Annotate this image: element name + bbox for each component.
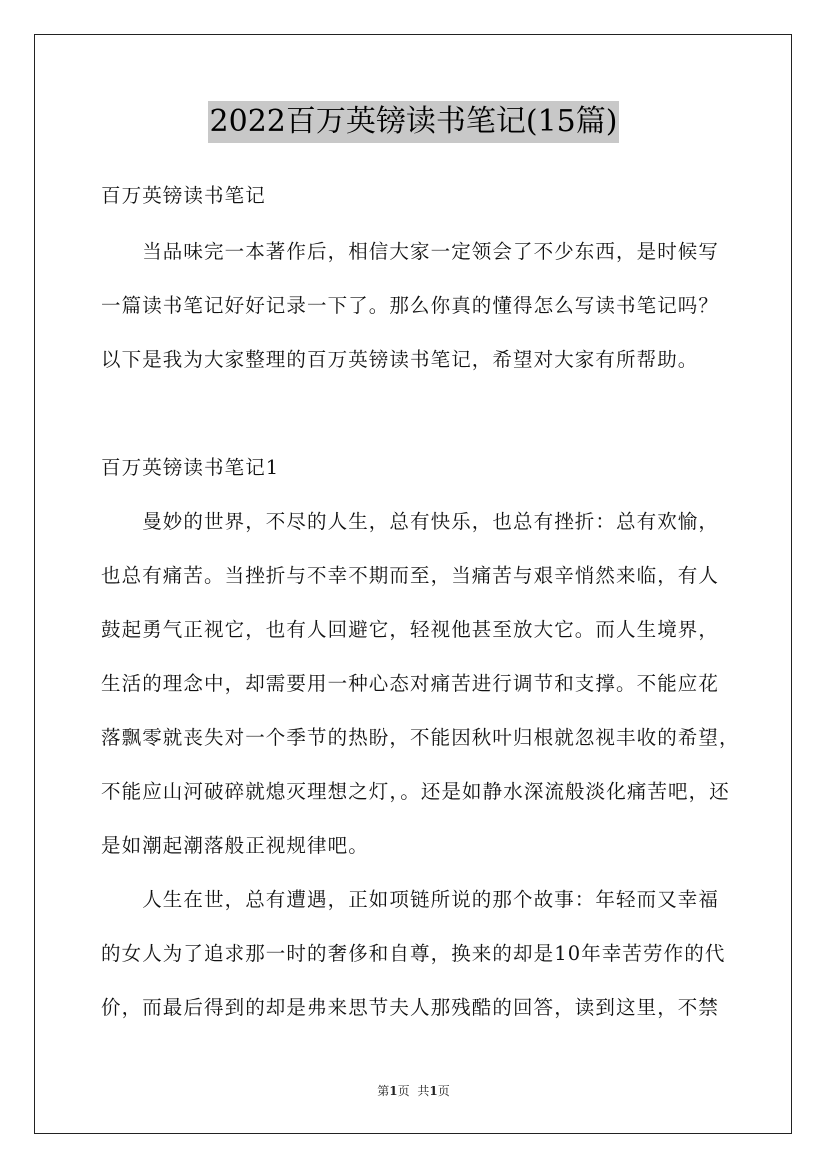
footer-total-suffix: 页: [437, 1084, 450, 1098]
paragraph-line: 的女人为了追求那一时的奢侈和自尊，换来的却是10年幸苦劳作的代: [101, 942, 726, 965]
paragraph-line: 价，而最后得到的却是弗来思节夫人那残酷的回答，读到这里，不禁: [101, 996, 720, 1019]
footer-page-number: 1: [389, 1084, 398, 1098]
title-container: [0, 101, 827, 143]
footer-total-prefix: 共: [417, 1084, 430, 1098]
paragraph-line: 是如潮起潮落般正视规律吧。: [101, 834, 369, 857]
intro-line: 一篇读书笔记好好记录一下了。那么你真的懂得怎么写读书笔记吗？: [101, 294, 720, 317]
footer-total-number: 1: [429, 1084, 438, 1098]
paragraph-line: 人生在世，总有遭遇，正如项链所说的那个故事：年轻而又幸福: [101, 888, 720, 911]
paragraph-line: 落飘零就丧失对一个季节的热盼，不能因秋叶归根就忽视丰收的希望，: [101, 726, 740, 749]
paragraph-line: 曼妙的世界，不尽的人生，总有快乐，也总有挫折：总有欢愉，: [101, 510, 720, 533]
footer-page-prefix: 第: [377, 1084, 390, 1098]
intro-line: 当品味完一本著作后，相信大家一定领会了不少东西，是时候写: [101, 240, 720, 263]
intro-line: 以下是我为大家整理的百万英镑读书笔记，希望对大家有所帮助。: [101, 348, 699, 371]
paragraph-line: 也总有痛苦。当挫折与不幸不期而至，当痛苦与艰辛悄然来临，有人: [101, 564, 720, 587]
paragraph-line: 鼓起勇气正视它，也有人回避它，轻视他甚至放大它。而人生境界，: [101, 618, 720, 641]
paragraph-line: 生活的理念中，却需要用一种心态对痛苦进行调节和支撑。不能应花: [101, 672, 720, 695]
section-heading-text: 百万英镑读书笔记1: [101, 456, 280, 479]
subtitle-text: 百万英镑读书笔记: [101, 184, 266, 207]
footer-page-suffix: 页: [397, 1084, 410, 1098]
paragraph-line: 不能应山河破碎就熄灭理想之灯，。还是如静水深流般淡化痛苦吧，还: [101, 780, 730, 803]
document-title: 2022百万英镑读书笔记(15篇): [208, 101, 620, 143]
page-footer: [0, 1082, 827, 1099]
